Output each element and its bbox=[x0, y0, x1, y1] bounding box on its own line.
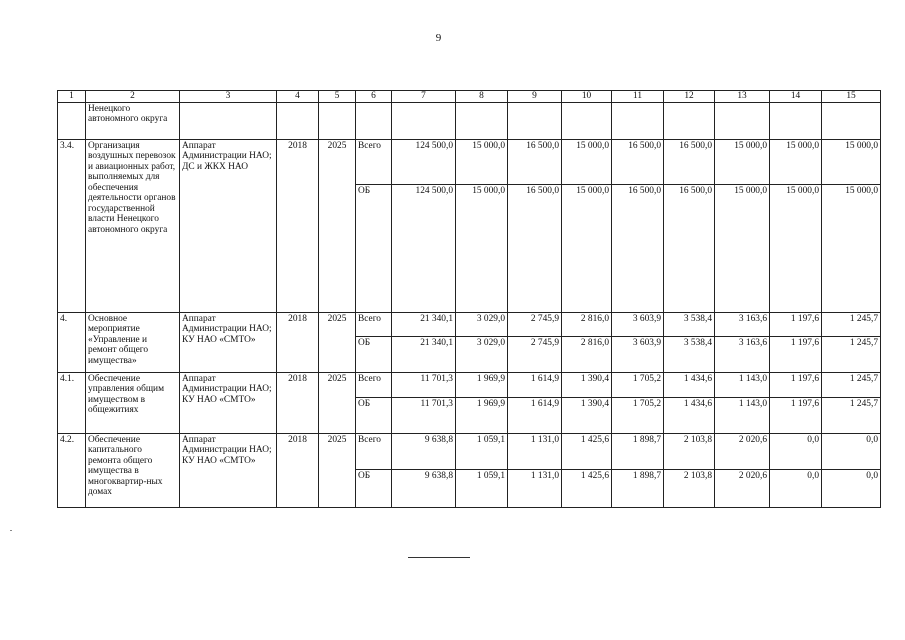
header-cell: 2 bbox=[86, 91, 180, 103]
header-cell: 13 bbox=[715, 91, 770, 103]
value-cell: 1 197,6 bbox=[770, 312, 822, 336]
header-row bbox=[58, 91, 881, 103]
row-start-year: 2018 bbox=[277, 139, 319, 312]
row-name: Ненецкого автономного округа bbox=[86, 102, 180, 139]
value-cell: 3 603,9 bbox=[612, 312, 664, 336]
source-label: Всего bbox=[356, 312, 392, 336]
header-cell: 15 bbox=[822, 91, 881, 103]
value-cell: 2 103,8 bbox=[664, 433, 715, 469]
budget-table bbox=[57, 90, 881, 508]
row-end-year: 2025 bbox=[319, 312, 356, 372]
header-cell: 10 bbox=[562, 91, 612, 103]
value-cell: 0,0 bbox=[770, 433, 822, 469]
row-start-year: 2018 bbox=[277, 433, 319, 507]
value-cell: 1 143,0 bbox=[715, 397, 770, 433]
row-name: Обеспечение управления общим имуществом в общежитиях bbox=[86, 372, 180, 433]
value-cell: 16 500,0 bbox=[508, 184, 562, 312]
value-cell: 124 500,0 bbox=[392, 184, 456, 312]
value-cell: 16 500,0 bbox=[664, 139, 715, 184]
value-cell: 1 434,6 bbox=[664, 397, 715, 433]
value-cell: 1 143,0 bbox=[715, 372, 770, 397]
value-cell: 1 245,7 bbox=[822, 372, 881, 397]
row-number: 4.1. bbox=[58, 372, 86, 433]
value-cell: 1 131,0 bbox=[508, 469, 562, 507]
scan-mark bbox=[10, 530, 12, 531]
value-cell: 21 340,1 bbox=[392, 336, 456, 372]
source-label: Всего bbox=[356, 433, 392, 469]
header-cell: 11 bbox=[612, 91, 664, 103]
table-row bbox=[58, 139, 881, 184]
value-cell: 9 638,8 bbox=[392, 469, 456, 507]
header-cell: 9 bbox=[508, 91, 562, 103]
value-cell: 2 816,0 bbox=[562, 336, 612, 372]
header-cell: 8 bbox=[456, 91, 508, 103]
value-cell: 15 000,0 bbox=[770, 184, 822, 312]
source-label: Всего bbox=[356, 139, 392, 184]
value-cell: 1 614,9 bbox=[508, 397, 562, 433]
table-row bbox=[58, 372, 881, 397]
value-cell: 1 390,4 bbox=[562, 397, 612, 433]
value-cell: 1 614,9 bbox=[508, 372, 562, 397]
header-cell: 7 bbox=[392, 91, 456, 103]
value-cell: 11 701,3 bbox=[392, 372, 456, 397]
value-cell: 2 745,9 bbox=[508, 312, 562, 336]
header-cell: 5 bbox=[319, 91, 356, 103]
footer-divider bbox=[408, 557, 470, 558]
header-cell: 1 bbox=[58, 91, 86, 103]
value-cell: 0,0 bbox=[822, 433, 881, 469]
row-executor: Аппарат Администрации НАО; КУ НАО «СМТО» bbox=[180, 312, 277, 372]
value-cell: 1 434,6 bbox=[664, 372, 715, 397]
table-row bbox=[58, 312, 881, 336]
value-cell: 1 705,2 bbox=[612, 397, 664, 433]
value-cell: 9 638,8 bbox=[392, 433, 456, 469]
value-cell: 3 163,6 bbox=[715, 336, 770, 372]
source-label: ОБ bbox=[356, 184, 392, 312]
value-cell: 3 029,0 bbox=[456, 336, 508, 372]
value-cell: 2 020,6 bbox=[715, 433, 770, 469]
value-cell: 11 701,3 bbox=[392, 397, 456, 433]
value-cell: 2 103,8 bbox=[664, 469, 715, 507]
value-cell: 15 000,0 bbox=[822, 184, 881, 312]
value-cell: 1 245,7 bbox=[822, 397, 881, 433]
value-cell: 16 500,0 bbox=[508, 139, 562, 184]
header-cell: 3 bbox=[180, 91, 277, 103]
value-cell: 0,0 bbox=[822, 469, 881, 507]
header-cell: 14 bbox=[770, 91, 822, 103]
value-cell: 1 197,6 bbox=[770, 372, 822, 397]
value-cell: 1 131,0 bbox=[508, 433, 562, 469]
value-cell: 15 000,0 bbox=[562, 139, 612, 184]
row-number: 4.2. bbox=[58, 433, 86, 507]
row-executor: Аппарат Администрации НАО; КУ НАО «СМТО» bbox=[180, 433, 277, 507]
source-label: ОБ bbox=[356, 397, 392, 433]
value-cell: 3 538,4 bbox=[664, 312, 715, 336]
value-cell: 3 603,9 bbox=[612, 336, 664, 372]
value-cell: 15 000,0 bbox=[562, 184, 612, 312]
value-cell: 15 000,0 bbox=[822, 139, 881, 184]
value-cell: 15 000,0 bbox=[715, 184, 770, 312]
value-cell: 124 500,0 bbox=[392, 139, 456, 184]
value-cell: 1 059,1 bbox=[456, 433, 508, 469]
table-row bbox=[58, 102, 881, 139]
row-start-year: 2018 bbox=[277, 372, 319, 433]
value-cell: 2 816,0 bbox=[562, 312, 612, 336]
row-name: Основное мероприятие «Управление и ремонт общего имущества» bbox=[86, 312, 180, 372]
value-cell: 3 029,0 bbox=[456, 312, 508, 336]
value-cell: 1 245,7 bbox=[822, 312, 881, 336]
source-label: ОБ bbox=[356, 336, 392, 372]
row-executor: Аппарат Администрации НАО; КУ НАО «СМТО» bbox=[180, 372, 277, 433]
value-cell: 1 705,2 bbox=[612, 372, 664, 397]
row-end-year: 2025 bbox=[319, 433, 356, 507]
row-name: Обеспечение капитального ремонта общего имущества в многоквартир-ных домах bbox=[86, 433, 180, 507]
value-cell: 1 425,6 bbox=[562, 469, 612, 507]
row-executor: Аппарат Администрации НАО; ДС и ЖКХ НАО bbox=[180, 139, 277, 312]
value-cell: 1 969,9 bbox=[456, 372, 508, 397]
value-cell: 1 197,6 bbox=[770, 336, 822, 372]
value-cell: 1 197,6 bbox=[770, 397, 822, 433]
value-cell: 15 000,0 bbox=[770, 139, 822, 184]
value-cell: 15 000,0 bbox=[456, 139, 508, 184]
value-cell: 3 538,4 bbox=[664, 336, 715, 372]
value-cell: 15 000,0 bbox=[715, 139, 770, 184]
value-cell: 16 500,0 bbox=[612, 139, 664, 184]
row-start-year: 2018 bbox=[277, 312, 319, 372]
value-cell: 1 425,6 bbox=[562, 433, 612, 469]
value-cell: 21 340,1 bbox=[392, 312, 456, 336]
value-cell: 1 390,4 bbox=[562, 372, 612, 397]
source-label: ОБ bbox=[356, 469, 392, 507]
value-cell: 1 969,9 bbox=[456, 397, 508, 433]
value-cell: 15 000,0 bbox=[456, 184, 508, 312]
row-name: Организация воздушных перевозок и авиационных работ, выполняемых для обеспечения деятельности органов государственной власти Ненецкого автономного округа bbox=[86, 139, 180, 312]
value-cell: 1 245,7 bbox=[822, 336, 881, 372]
value-cell: 2 020,6 bbox=[715, 469, 770, 507]
value-cell: 1 898,7 bbox=[612, 469, 664, 507]
header-cell: 6 bbox=[356, 91, 392, 103]
value-cell: 2 745,9 bbox=[508, 336, 562, 372]
row-end-year: 2025 bbox=[319, 139, 356, 312]
row-end-year: 2025 bbox=[319, 372, 356, 433]
header-cell: 12 bbox=[664, 91, 715, 103]
value-cell: 0,0 bbox=[770, 469, 822, 507]
row-number: 4. bbox=[58, 312, 86, 372]
row-number: 3.4. bbox=[58, 139, 86, 312]
source-label: Всего bbox=[356, 372, 392, 397]
value-cell: 16 500,0 bbox=[612, 184, 664, 312]
value-cell: 3 163,6 bbox=[715, 312, 770, 336]
value-cell: 16 500,0 bbox=[664, 184, 715, 312]
page-number: 9 bbox=[435, 32, 442, 44]
table-row bbox=[58, 433, 881, 469]
value-cell: 1 898,7 bbox=[612, 433, 664, 469]
header-cell: 4 bbox=[277, 91, 319, 103]
value-cell: 1 059,1 bbox=[456, 469, 508, 507]
